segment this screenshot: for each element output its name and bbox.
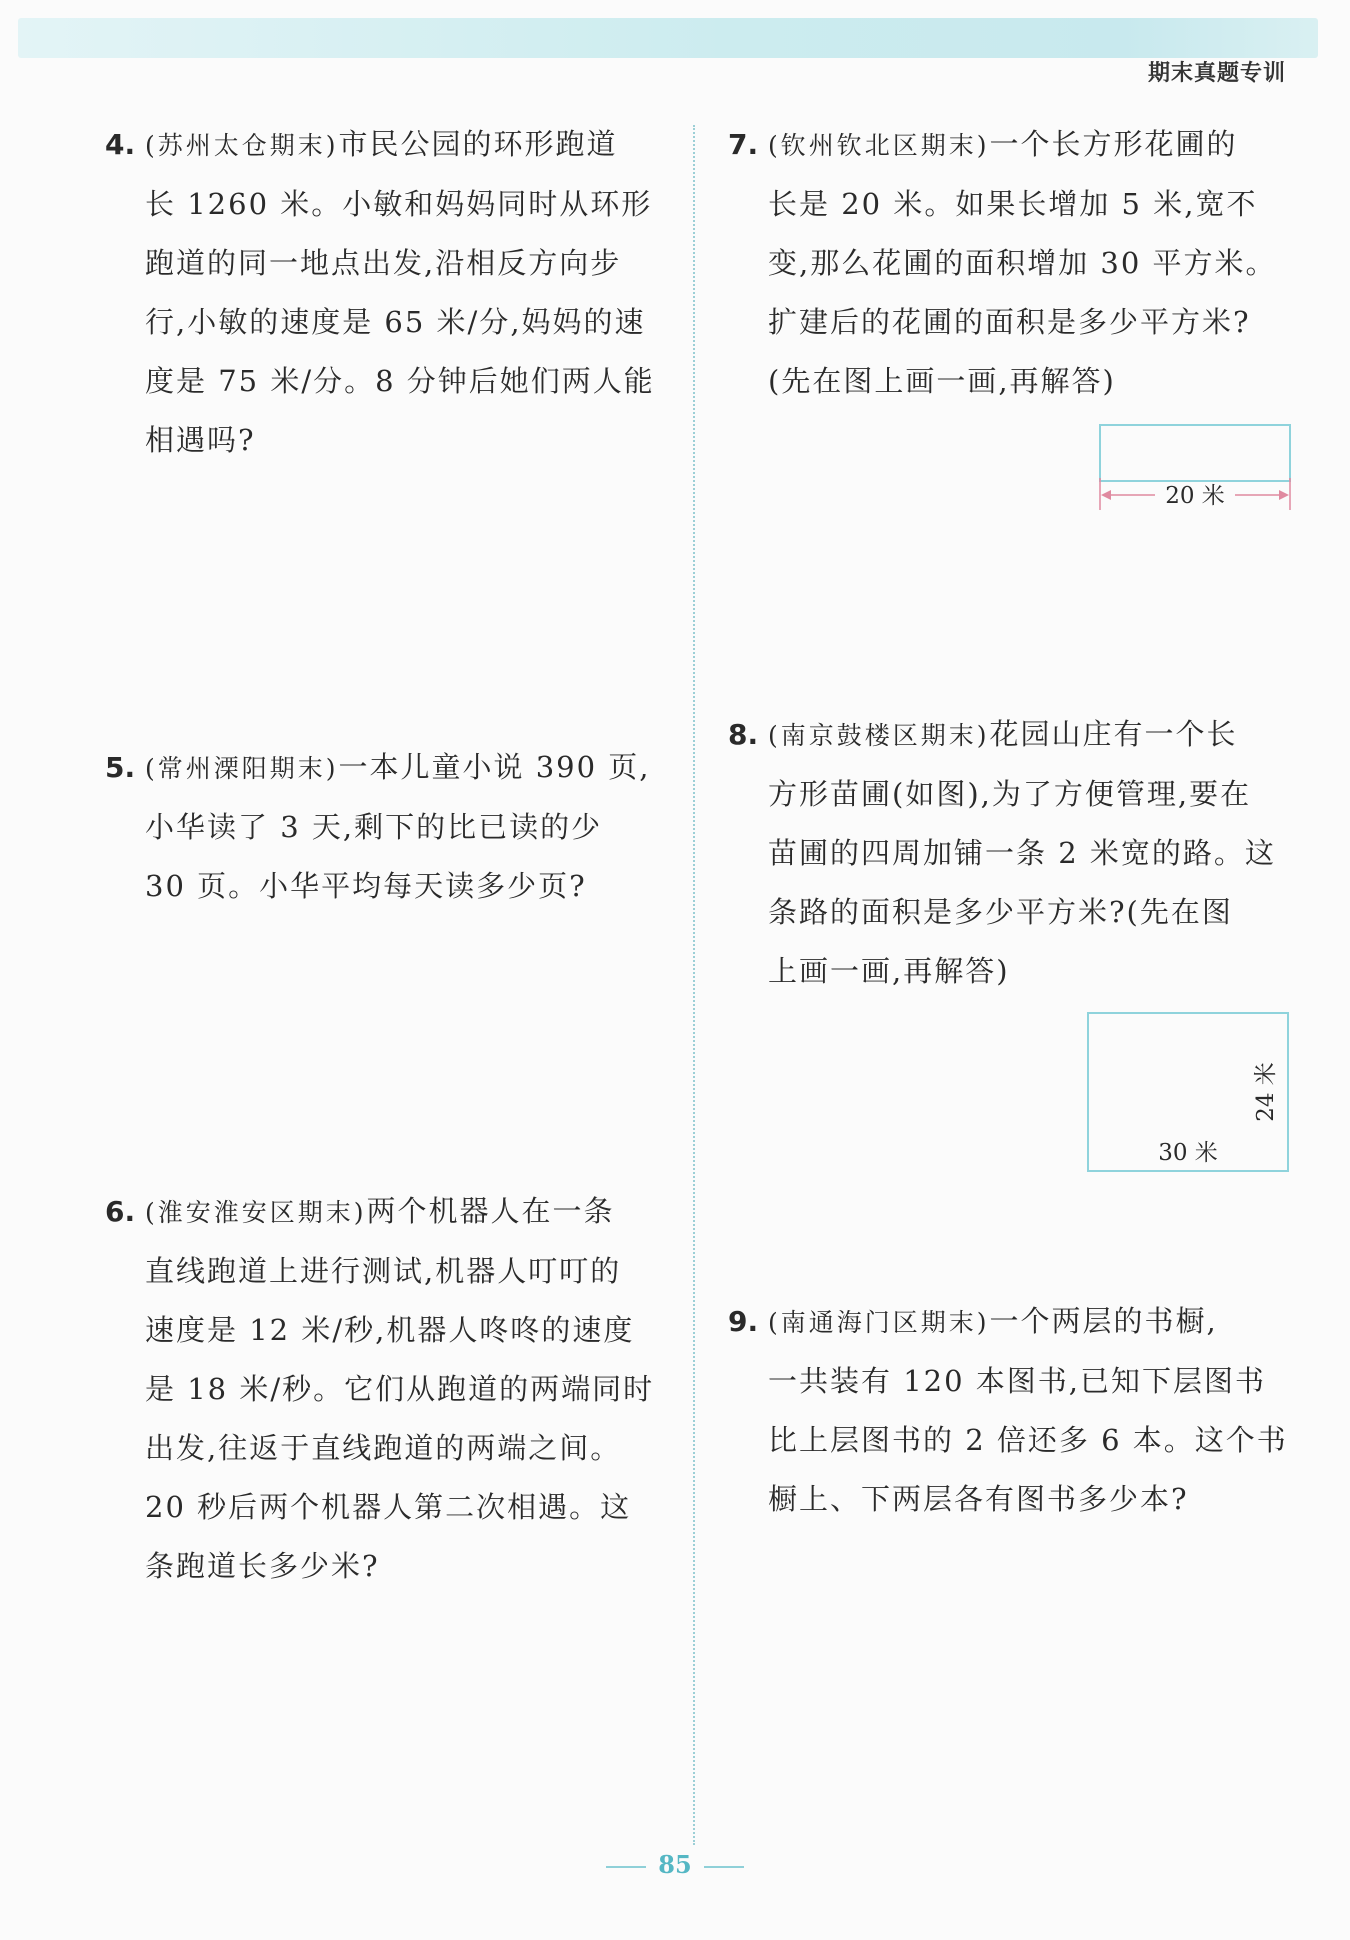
length-label: 20 米 [1165,483,1225,509]
problem-source: (南京鼓楼区期末) [768,721,990,750]
problem-text-line: 长是 20 米。如果长增加 5 米,宽不 [768,187,1258,221]
problem-text-line: 直线跑道上进行测试,机器人叮叮的 [145,1254,622,1288]
page-number-text: 85 [658,1850,692,1879]
problem-text-line: 跑道的同一地点出发,沿相反方向步 [145,246,622,280]
problem-text-line: 两个机器人在一条 [366,1194,615,1228]
page-number-dash-right [704,1866,744,1868]
problem-text-line: 小华读了 3 天,剩下的比已读的少 [145,810,603,844]
problem-text-line: 上画一画,再解答) [768,954,1010,988]
problem-text-line: 市民公园的环形跑道 [338,127,618,161]
problem-number: 8. [728,718,759,751]
problem-text-line: 长 1260 米。小敏和妈妈同时从环形 [145,187,653,221]
problem-text-line: 扩建后的花圃的面积是多少平方米? [768,305,1251,339]
problem-text-line: 出发,往返于直线跑道的两端之间。 [145,1431,622,1465]
garden-rectangle-figure [1095,420,1295,515]
problem-9 [728,1292,1308,1529]
arrow-left-icon [1101,490,1111,500]
problem-text-line: 一共装有 120 本图书,已知下层图书 [768,1364,1267,1398]
problem-number: 4. [105,128,136,161]
problem-text-line: 一个长方形花圃的 [989,127,1238,161]
problem-text-line: 条路的面积是多少平方米?(先在图 [768,895,1233,929]
arrow-right-icon [1279,490,1289,500]
problem-source: (苏州太仓期末) [145,131,339,160]
problem-text-line: 方形苗圃(如图),为了方便管理,要在 [768,777,1252,811]
problem-8 [728,705,1308,1001]
nursery-rectangle-figure [1085,1010,1295,1175]
page-number-dash-left [606,1866,646,1868]
problem-text-line: 是 18 米/秒。它们从跑道的两端同时 [145,1372,655,1406]
column-divider [693,125,695,1845]
problem-text-line: 20 秒后两个机器人第二次相遇。这 [145,1490,632,1524]
header-band [18,18,1318,58]
problem-6 [105,1182,685,1596]
width-label: 30 米 [1158,1140,1218,1166]
problem-text-line: 一个两层的书橱, [989,1304,1218,1338]
problem-text-line: 一本儿童小说 390 页, [338,750,651,784]
height-label: 24 米 [1253,1062,1279,1122]
problem-text-line: 30 页。小华平均每天读多少页? [145,869,587,903]
problem-number: 9. [728,1305,759,1338]
problem-number: 7. [728,128,759,161]
page-header-title: 期末真题专训 [1147,61,1286,86]
problem-source: (淮安淮安区期末) [145,1198,367,1227]
problem-text-line: 相遇吗? [145,423,256,457]
problem-source: (南通海门区期末) [768,1308,990,1337]
problem-text-line: 行,小敏的速度是 65 米/分,妈妈的速 [145,305,646,339]
problem-text-line: 条跑道长多少米? [145,1549,380,1583]
problem-text-line: 变,那么花圃的面积增加 30 平方米。 [768,246,1277,280]
problem-text-line: 苗圃的四周加铺一条 2 米宽的路。这 [768,836,1276,870]
problem-source: (常州溧阳期末) [145,754,339,783]
problem-number: 5. [105,751,136,784]
problem-5 [105,738,685,916]
problem-text-line: (先在图上画一画,再解答) [768,364,1116,398]
problem-source: (钦州钦北区期末) [768,131,990,160]
problem-text-line: 比上层图书的 2 倍还多 6 本。这个书 [768,1423,1288,1457]
problem-text-line: 花园山庄有一个长 [989,717,1238,751]
problem-4 [105,115,685,470]
problem-text-line: 度是 75 米/分。8 分钟后她们两人能 [145,364,655,398]
garden-rectangle [1100,425,1290,481]
problem-7 [728,115,1308,411]
problem-text-line: 橱上、下两层各有图书多少本? [768,1482,1189,1516]
page-number [0,1850,1350,1879]
problem-number: 6. [105,1195,136,1228]
problem-text-line: 速度是 12 米/秒,机器人咚咚的速度 [145,1313,635,1347]
